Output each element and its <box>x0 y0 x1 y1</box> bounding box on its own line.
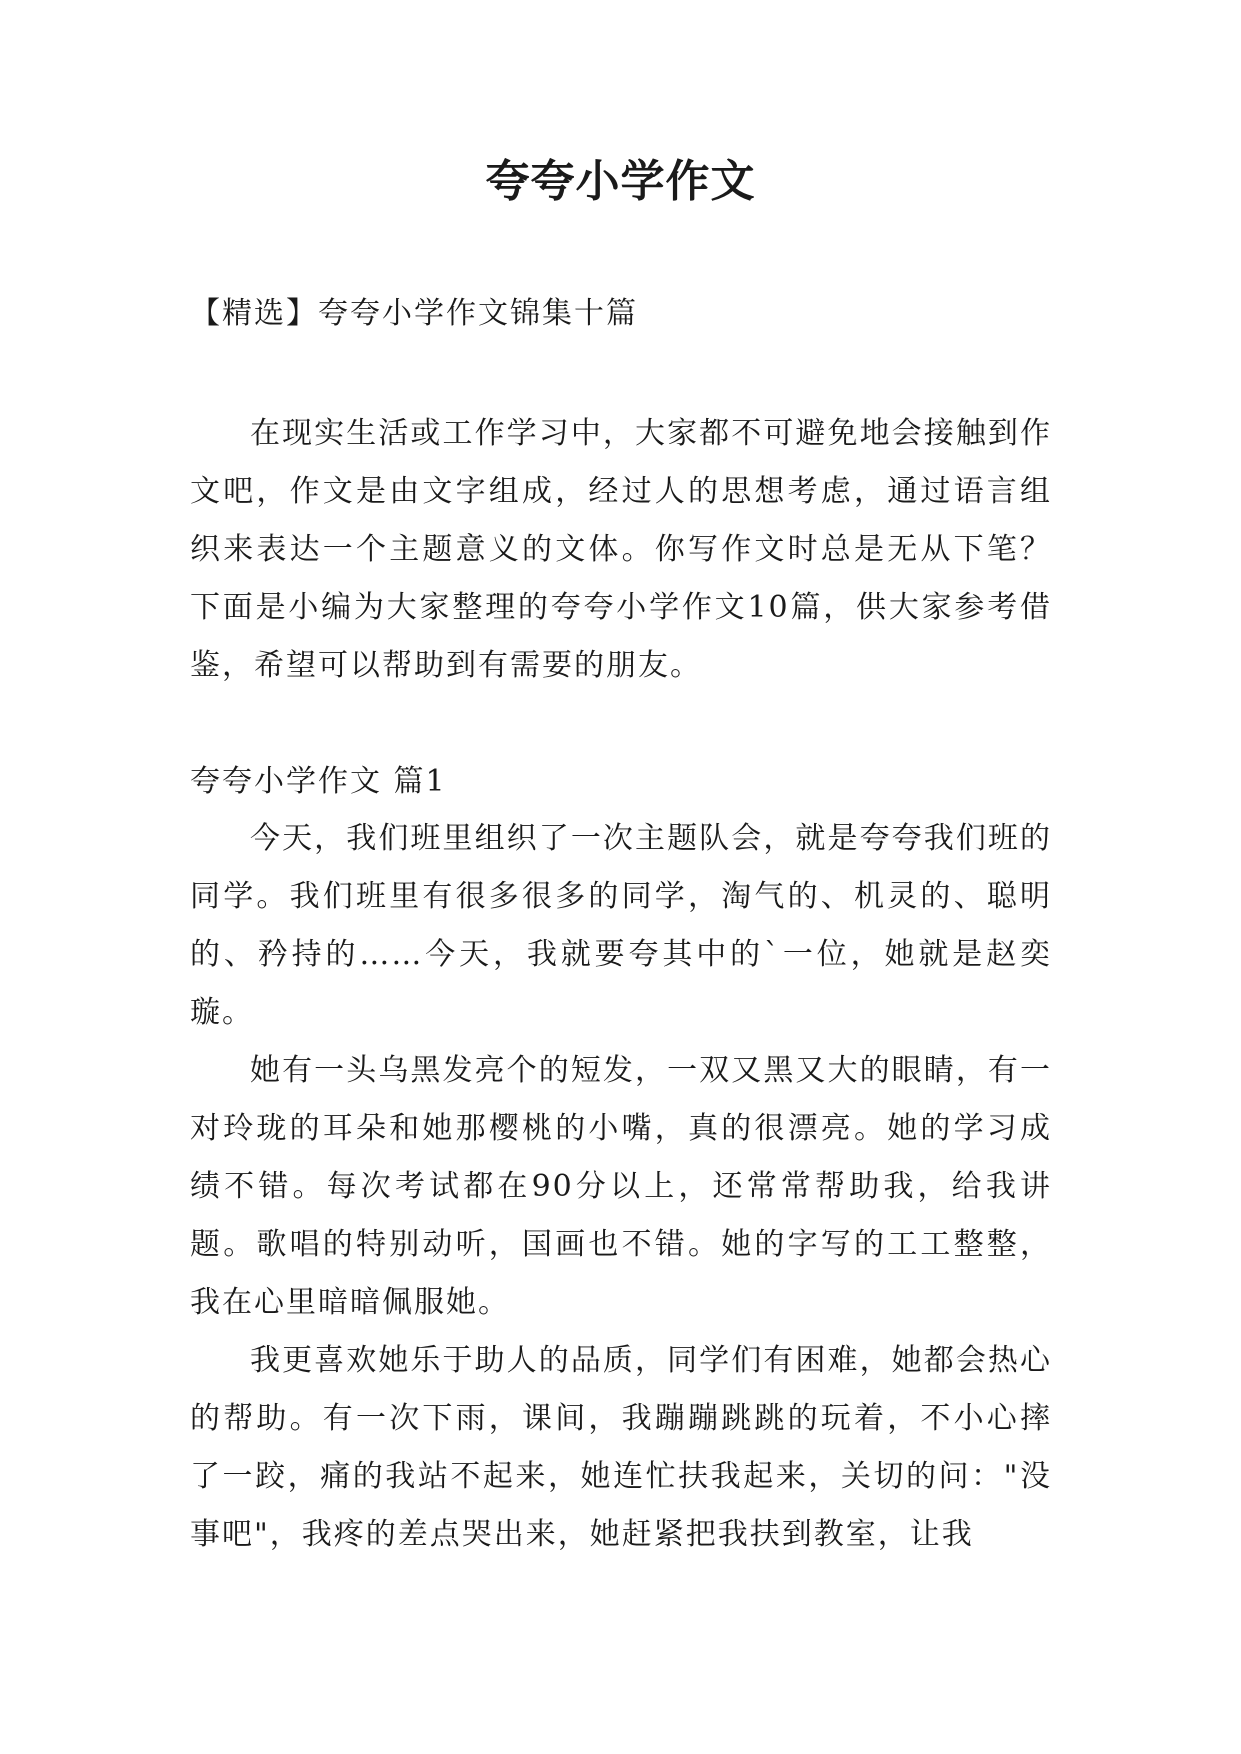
intro-block <box>190 405 1052 695</box>
document-title: 夸夸小学作文 <box>485 156 756 207</box>
section-heading: 夸夸小学作文 篇1 <box>190 764 447 799</box>
essay-paragraph: 她有一头乌黑发亮个的短发，一双又黑又大的眼睛，有一对玲珑的耳朵和她那樱桃的小嘴，真的很漂亮。她的学习成绩不错。每次考试都在90分以上，还常常帮助我，给我讲题。歌唱的特别动听，国画也不错。她的字写的工工整整，我在心里暗暗佩服她。 <box>190 1053 1052 1320</box>
document-subtitle: 【精选】夸夸小学作文锦集十篇 <box>190 296 638 331</box>
essay-body <box>190 810 1052 1564</box>
essay-paragraph: 我更喜欢她乐于助人的品质，同学们有困难，她都会热心的帮助。有一次下雨，课间，我蹦蹦跳跳的玩着，不小心摔了一跤，痛的我站不起来，她连忙扶我起来，关切的问："没事吧"，我疼的差点哭出来，她赶紧把我扶到教室，让我 <box>190 1343 1052 1552</box>
essay-paragraph: 今天，我们班里组织了一次主题队会，就是夸夸我们班的同学。我们班里有很多很多的同学，淘气的、机灵的、聪明的、矜持的……今天，我就要夸其中的`一位，她就是赵奕璇。 <box>190 821 1052 1030</box>
intro-paragraph: 在现实生活或工作学习中，大家都不可避免地会接触到作文吧，作文是由文字组成，经过人的思想考虑，通过语言组织来表达一个主题意义的文体。你写作文时总是无从下笔？下面是小编为大家整理的夸夸小学作文10篇，供大家参考借鉴，希望可以帮助到有需要的朋友。 <box>190 416 1052 683</box>
